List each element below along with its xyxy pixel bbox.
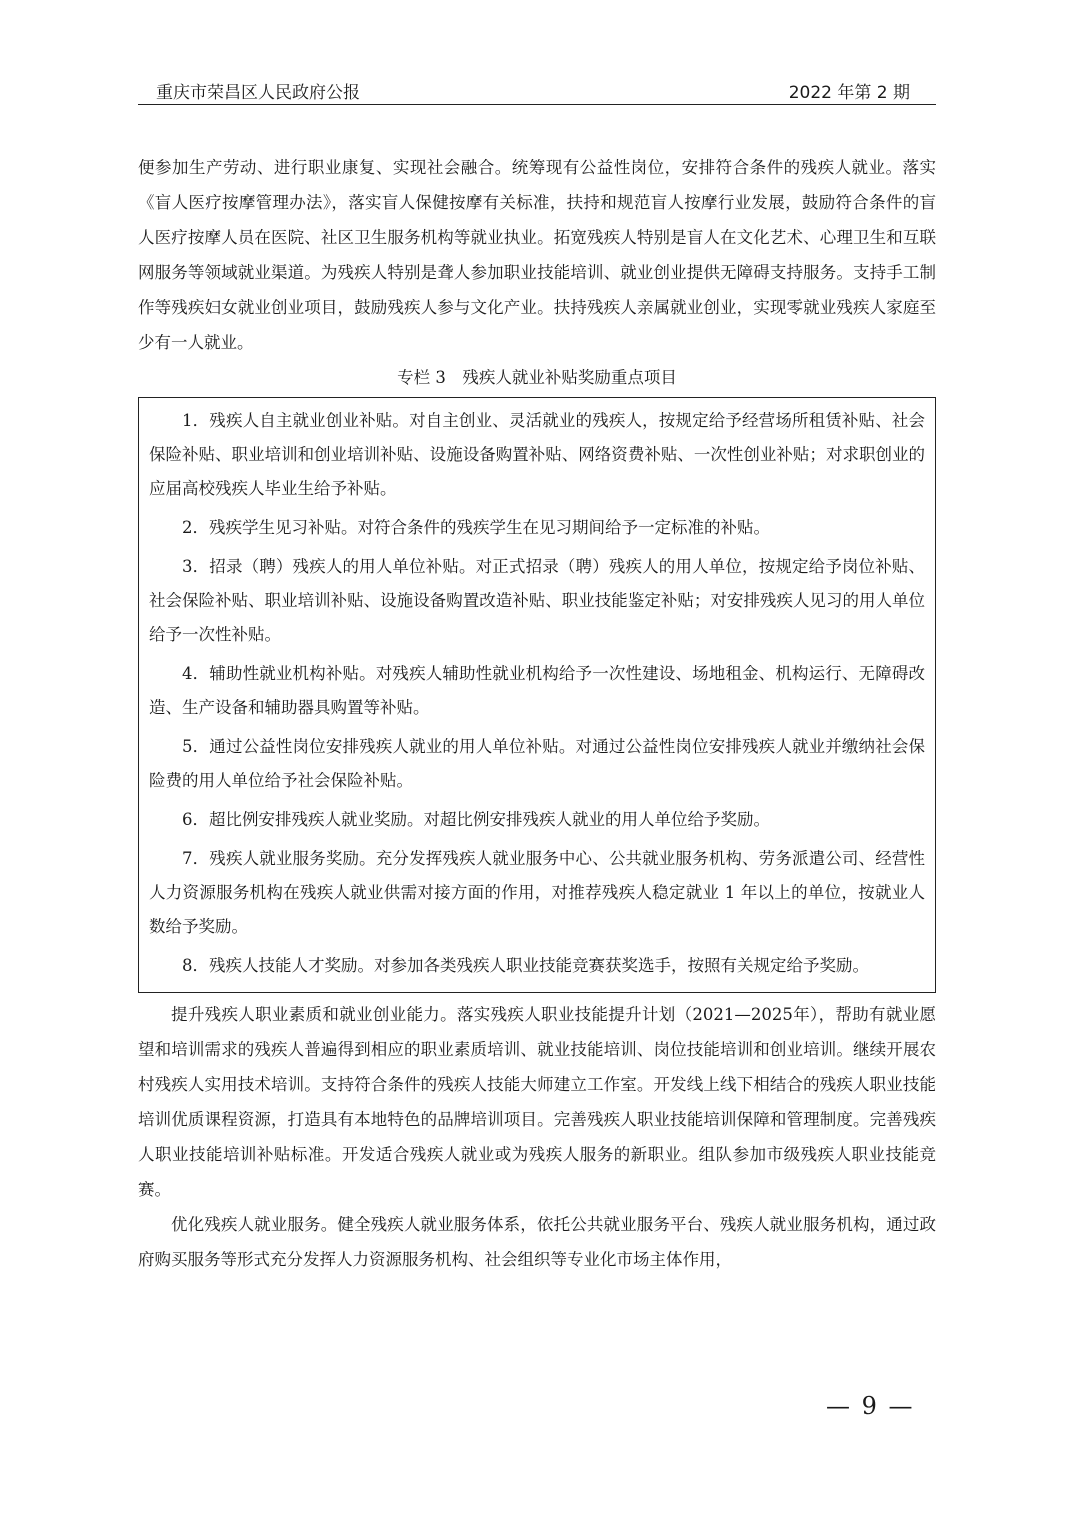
- box-item: 4．辅助性就业机构补贴。对残疾人辅助性就业机构给予一次性建设、场地租金、机构运行、无障碍改造、生产设备和辅助器具购置等补贴。: [149, 664, 925, 717]
- box-item: 6．超比例安排残疾人就业奖励。对超比例安排残疾人就业的用人单位给予奖励。: [182, 810, 770, 829]
- paragraph-continued: 便参加生产劳动、进行职业康复、实现社会融合。统筹现有公益性岗位，安排符合条件的残疾人就业。落实《盲人医疗按摩管理办法》，落实盲人保健按摩有关标准，扶持和规范盲人按摩行业发展，鼓励符合条件的盲人医疗按摩人员在医院、社区卫生服务机构等就业执业。拓宽残疾人特别是盲人在文化艺术、心理卫生和互联网服务等领域就业渠道。为残疾人特别是聋人参加职业技能培训、就业创业提供无障碍支持服务。支持手工制作等残疾妇女就业创业项目，鼓励残疾人参与文化产业。扶持残疾人亲属就业创业，实现零就业残疾人家庭至少有一人就业。: [138, 158, 936, 352]
- box-item: 1．残疾人自主就业创业补贴。对自主创业、灵活就业的残疾人，按规定给予经营场所租赁补贴、社会保险补贴、职业培训和创业培训补贴、设施设备购置补贴、网络资费补贴、一次性创业补贴；对求职创业的应届高校残疾人毕业生给予补贴。: [149, 411, 925, 498]
- box-item: 8．残疾人技能人才奖励。对参加各类残疾人职业技能竞赛获奖选手，按照有关规定给予奖励。: [182, 956, 869, 975]
- page-number: — 9 —: [826, 1392, 915, 1420]
- page-content: [138, 150, 936, 1277]
- column-box: [138, 397, 936, 993]
- publication-title: 重庆市荣昌区人民政府公报: [156, 83, 360, 103]
- box-item: 3．招录（聘）残疾人的用人单位补贴。对正式招录（聘）残疾人的用人单位，按规定给予岗位补贴、社会保险补贴、职业培训补贴、设施设备购置改造补贴、职业技能鉴定补贴；对安排残疾人见习的用人单位给予一次性补贴。: [149, 557, 925, 644]
- box-item: 2．残疾学生见习补贴。对符合条件的残疾学生在见习期间给予一定标准的补贴。: [182, 518, 770, 537]
- paragraph: 提升残疾人职业素质和就业创业能力。落实残疾人职业技能提升计划（2021—2025年），帮助有就业愿望和培训需求的残疾人普遍得到相应的职业素质培训、就业技能培训、岗位技能培训和创业培训。继续开展农村残疾人实用技术培训。支持符合条件的残疾人技能大师建立工作室。开发线上线下相结合的残疾人职业技能培训优质课程资源，打造具有本地特色的品牌培训项目。完善残疾人职业技能培训保障和管理制度。完善残疾人职业技能培训补贴标准。开发适合残疾人就业或为残疾人服务的新职业。组队参加市级残疾人职业技能竞赛。: [138, 1005, 936, 1199]
- column-box-title: 专栏 3 残疾人就业补贴奖励重点项目: [397, 368, 677, 387]
- issue-number: 2022 年第 2 期: [788, 83, 910, 103]
- page-header: [138, 76, 936, 105]
- paragraph: 优化残疾人就业服务。健全残疾人就业服务体系，依托公共就业服务平台、残疾人就业服务机构，通过政府购买服务等形式充分发挥人力资源服务机构、社会组织等专业化市场主体作用，: [138, 1215, 936, 1269]
- box-item: 7．残疾人就业服务奖励。充分发挥残疾人就业服务中心、公共就业服务机构、劳务派遣公司、经营性人力资源服务机构在残疾人就业供需对接方面的作用，对推荐残疾人稳定就业 1 年以上的单位，按就业人数给予奖励。: [149, 849, 925, 936]
- box-item: 5．通过公益性岗位安排残疾人就业的用人单位补贴。对通过公益性岗位安排残疾人就业并缴纳社会保险费的用人单位给予社会保险补贴。: [149, 737, 925, 790]
